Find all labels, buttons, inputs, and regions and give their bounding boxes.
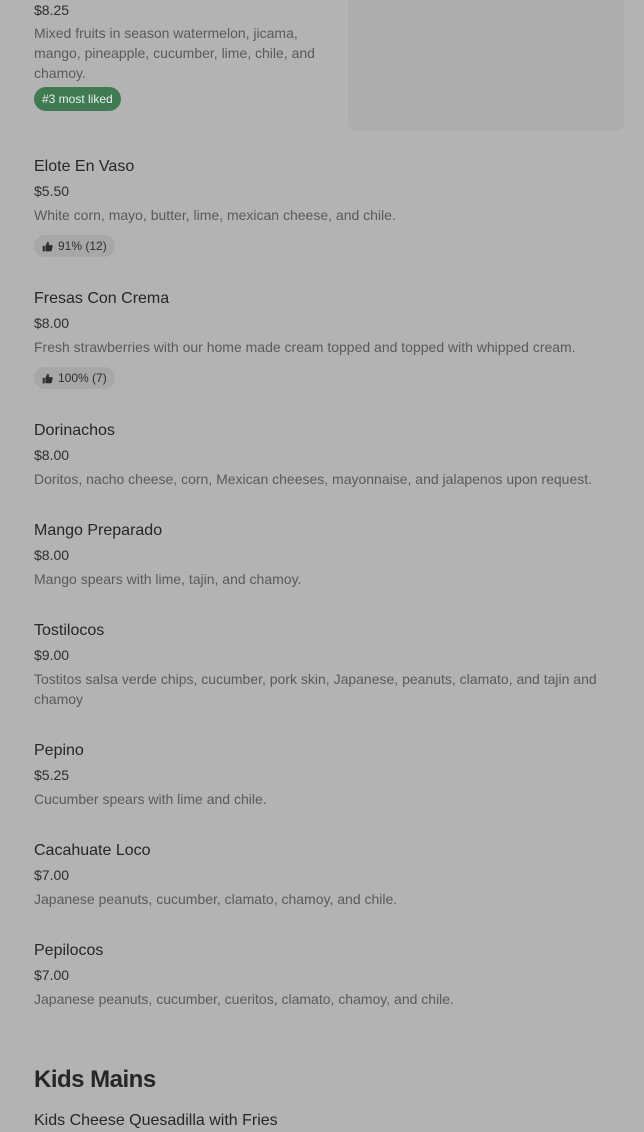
rating-badge bbox=[34, 367, 115, 389]
thumbs-up-icon bbox=[42, 373, 53, 384]
item-description: White corn, mayo, butter, lime, mexican cheese, and chile. bbox=[34, 207, 396, 223]
menu-item-pepilocos[interactable] bbox=[34, 940, 624, 1009]
item-price: $8.00 bbox=[34, 315, 70, 331]
menu-item-elote-en-vaso[interactable] bbox=[34, 156, 624, 257]
rating-text: 100% (7) bbox=[58, 371, 107, 385]
item-description: Mango spears with lime, tajin, and chamoy. bbox=[34, 571, 302, 587]
section-title-kids-mains: Kids Mains bbox=[34, 1066, 156, 1093]
rating-badge bbox=[34, 235, 115, 257]
menu-item-cacahuate-loco[interactable] bbox=[34, 840, 624, 909]
menu-item-tostilocos[interactable] bbox=[34, 620, 624, 709]
item-name: Tostilocos bbox=[34, 622, 105, 639]
item-description: Doritos, nacho cheese, corn, Mexican cheeses, mayonnaise, and jalapenos upon request. bbox=[34, 471, 593, 487]
menu-item-dorinachos[interactable] bbox=[34, 420, 624, 489]
item-description: Fresh strawberries with our home made cream topped and topped with whipped cream. bbox=[34, 339, 576, 355]
item-description: Mixed fruits in season watermelon, jicama, mango, pineapple, cucumber, lime, chile, and chamoy. bbox=[34, 25, 315, 81]
menu-item-fresas-con-crema[interactable] bbox=[34, 288, 624, 389]
item-image[interactable] bbox=[348, 0, 624, 131]
item-description: Japanese peanuts, cucumber, cueritos, clamato, chamoy, and chile. bbox=[34, 991, 454, 1007]
item-name: Elote En Vaso bbox=[34, 158, 135, 175]
item-name: Mango Preparado bbox=[34, 522, 163, 539]
item-price: $7.00 bbox=[34, 967, 70, 983]
item-price: $8.00 bbox=[34, 547, 70, 563]
menu-item-pepino[interactable] bbox=[34, 740, 624, 809]
item-name: Dorinachos bbox=[34, 422, 115, 439]
item-description: Cucumber spears with lime and chile. bbox=[34, 791, 267, 807]
item-description: Japanese peanuts, cucumber, clamato, chamoy, and chile. bbox=[34, 891, 398, 907]
item-price: $5.25 bbox=[34, 767, 70, 783]
menu-item-mango-preparado[interactable] bbox=[34, 520, 624, 589]
item-price: $7.00 bbox=[34, 867, 70, 883]
menu-item-kids-cheese-quesadilla[interactable]: Kids Cheese Quesadilla with Fries bbox=[34, 1112, 278, 1129]
item-description: Tostitos salsa verde chips, cucumber, pork skin, Japanese, peanuts, clamato, and tajin and chamoy bbox=[34, 671, 597, 707]
item-name: Pepilocos bbox=[34, 942, 104, 959]
item-price: $9.00 bbox=[34, 647, 70, 663]
item-price: $8.25 bbox=[34, 2, 70, 18]
item-name: Pepino bbox=[34, 742, 84, 759]
thumbs-up-icon bbox=[42, 241, 53, 252]
most-liked-badge: #3 most liked bbox=[34, 87, 121, 111]
item-price: $8.00 bbox=[34, 447, 70, 463]
item-price: $5.50 bbox=[34, 183, 70, 199]
rating-text: 91% (12) bbox=[58, 239, 107, 253]
item-name: Cacahuate Loco bbox=[34, 842, 151, 859]
item-name: Fresas Con Crema bbox=[34, 290, 170, 307]
